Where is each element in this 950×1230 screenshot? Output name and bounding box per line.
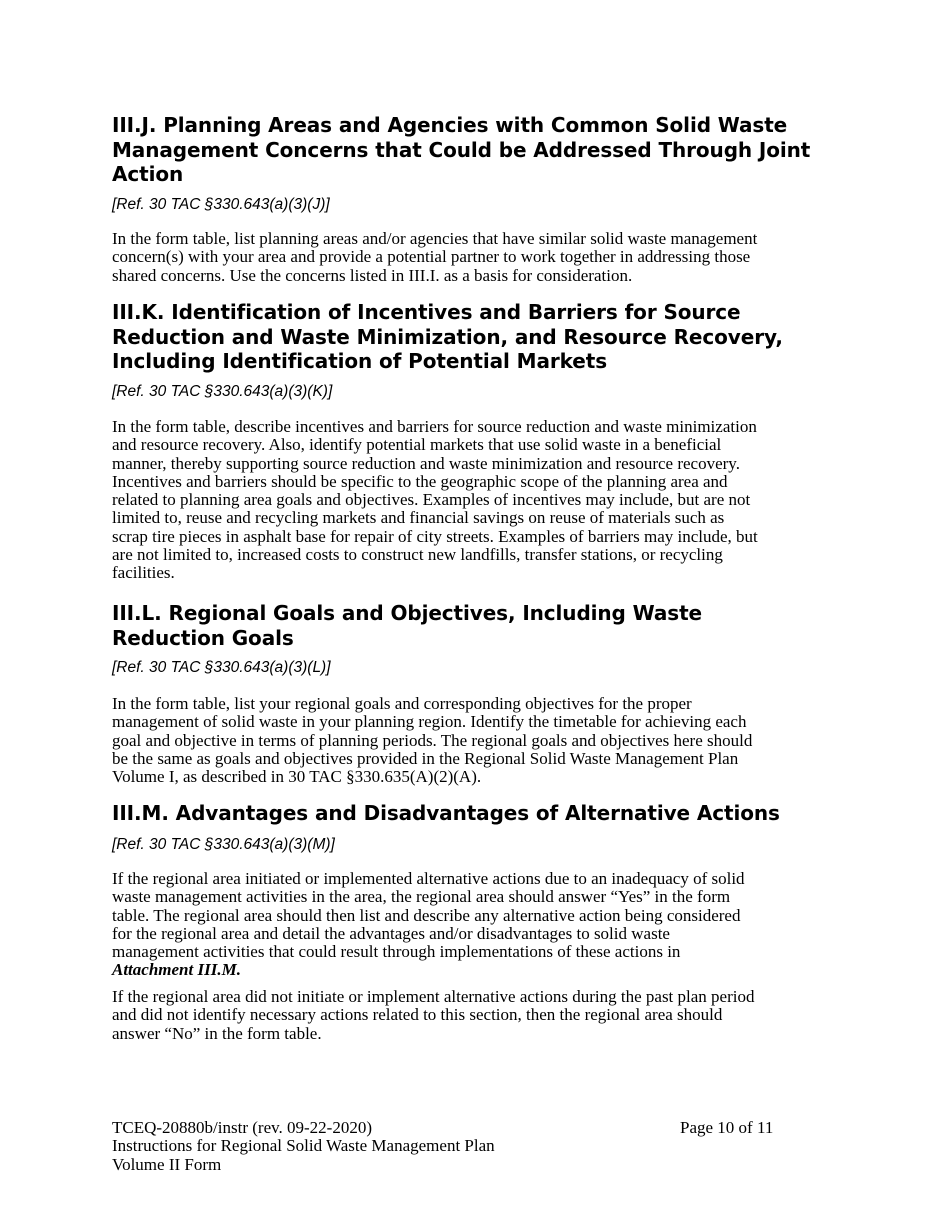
- heading-iii-k: [112, 300, 783, 374]
- text-line: Management Concerns that Could be Addressed Through Joint: [112, 137, 811, 162]
- reference-iii-m: [Ref. 30 TAC §330.643(a)(3)(M)]: [112, 836, 335, 853]
- text-line: In the form table, describe incentives and barriers for source reduction and waste minimization: [112, 417, 757, 436]
- text-line: limited to, reuse and recycling markets and financial savings on reuse of materials such as: [112, 508, 725, 528]
- text-line: Action: [112, 162, 184, 186]
- text-line: Including Identification of Potential Markets: [112, 349, 608, 373]
- text-line: Reduction Goals: [112, 625, 294, 650]
- text-line: Reduction and Waste Minimization, and Resource Recovery,: [112, 324, 783, 349]
- text-line: III.M. Advantages and Disadvantages of Alternative Actions: [112, 801, 780, 825]
- paragraph-iii-l: [112, 695, 752, 786]
- heading-iii-m: [112, 801, 780, 826]
- text-line: and did not identify necessary actions related to this section, then the regional area should: [112, 1005, 723, 1025]
- text-line: scrap tire pieces in asphalt base for repair of city streets. Examples of barriers may include, but: [112, 526, 758, 546]
- reference-iii-l: [Ref. 30 TAC §330.643(a)(3)(L)]: [112, 659, 331, 676]
- text-line: In the form table, list planning areas and/or agencies that have similar solid waste management: [112, 229, 758, 248]
- text-line: are not limited to, increased costs to construct new landfills, transfer stations, or recycling: [112, 545, 723, 565]
- text-line: If the regional area initiated or implemented alternative actions due to an inadequacy of solid: [112, 869, 745, 888]
- text-line: If the regional area did not initiate or implement alternative actions during the past plan period: [112, 987, 755, 1006]
- text-line: facilities.: [112, 563, 175, 583]
- paragraph-lines: [112, 870, 745, 961]
- heading-iii-l: [112, 601, 702, 650]
- text-line: management of solid waste in your planning region. Identify the timetable for achieving each: [112, 712, 747, 732]
- text-line: shared concerns. Use the concerns listed in III.I. as a basis for consideration.: [112, 265, 633, 285]
- text-line: table. The regional area should then list and describe any alternative action being considered: [112, 905, 741, 925]
- text-line: Incentives and barriers should be specific to the geographic scope of the planning area and: [112, 471, 728, 491]
- text-line: management activities that could result through implementations of these actions in: [112, 942, 681, 962]
- text-line: answer “No” in the form table.: [112, 1023, 322, 1043]
- text-line: Instructions for Regional Solid Waste Management Plan: [112, 1136, 495, 1156]
- paragraph-iii-m-1: [112, 870, 745, 980]
- text-line: TCEQ-20880b/instr (rev. 09-22-2020): [112, 1118, 372, 1137]
- attachment-reference: Attachment III.M.: [112, 960, 241, 980]
- paragraph-iii-k: [112, 418, 758, 583]
- text-line: concern(s) with your area and provide a potential partner to work together in addressing those: [112, 247, 751, 267]
- reference-iii-k: [Ref. 30 TAC §330.643(a)(3)(K)]: [112, 383, 333, 400]
- text-line: Volume I, as described in 30 TAC §330.635(A)(2)(A).: [112, 767, 482, 787]
- text-line: be the same as goals and objectives provided in the Regional Solid Waste Management Plan: [112, 748, 739, 768]
- text-line: manner, thereby supporting source reduction and waste minimization and resource recovery.: [112, 453, 740, 473]
- text-line: III.J. Planning Areas and Agencies with Common Solid Waste: [112, 113, 788, 137]
- text-line: related to planning area goals and objectives. Examples of incentives may include, but are not: [112, 490, 751, 510]
- text-line: III.L. Regional Goals and Objectives, Including Waste: [112, 601, 703, 625]
- page-number: Page 10 of 11: [680, 1118, 774, 1137]
- text-line: waste management activities in the area, the regional area should answer “Yes” in the form: [112, 887, 731, 907]
- footer-form-info: [112, 1119, 495, 1174]
- text-line: and resource recovery. Also, identify potential markets that use solid waste in a beneficial: [112, 435, 722, 455]
- paragraph-iii-j: [112, 230, 757, 285]
- paragraph-iii-m-2: [112, 988, 754, 1043]
- text-line: for the regional area and detail the advantages and/or disadvantages to solid waste: [112, 923, 670, 943]
- text-line: goal and objective in terms of planning periods. The regional goals and objectives here should: [112, 730, 753, 750]
- heading-iii-j: [112, 113, 810, 187]
- text-line: In the form table, list your regional goals and corresponding objectives for the proper: [112, 694, 692, 713]
- text-line: III.K. Identification of Incentives and Barriers for Source: [112, 300, 741, 324]
- reference-iii-j: [Ref. 30 TAC §330.643(a)(3)(J)]: [112, 196, 330, 213]
- text-line: Volume II Form: [112, 1154, 222, 1174]
